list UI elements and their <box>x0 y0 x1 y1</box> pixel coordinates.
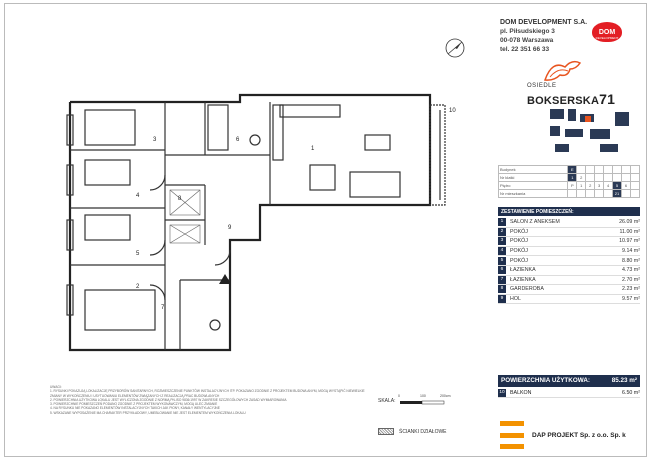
horse-logo-icon <box>540 55 590 85</box>
room-row: 9 HOL 9.57 m² <box>498 295 640 305</box>
room-label-10: 10 <box>449 108 456 114</box>
room-label-2: 2 <box>136 284 140 290</box>
room-row: 1 SALON Z ANEKSEM 26.09 m² <box>498 218 640 228</box>
developer-block <box>500 18 587 54</box>
disclaimer-notes: UWAGI: 1. RYSUNKI POKAZUJĄ LOKALIZACJĘ PRZYBORÓW SANITARNYCH, ROZMIESZCZENIE PUNKTÓW INSTALACYJNYCH ITP. POKAZANO ZGODNIE Z PROJEKTEM BUDOWLANYM, MOGĄ WYSTĄPIĆ NIEWIELKIE ZMIANY W WYKOŃCZENIU I USYTUOWANIU ELEMENTÓW ZWIĄZANYCH Z REALIZACJĄ PRAC BUDOWLANYCH 2. POWIERZCHNIA UŻYTKOWA LOKALU JEST WYLICZONA ZGODNIE Z NORMĄ PN-ISO 9836:1997 W ZAKRESIE SZCZEGÓŁOWYCH ZASAD WYMIAROWANIA 3. POWIERZCHNIE POMIESZCZEŃ PODANO ZGODNIE Z PROJEKTEM WYKONAWCZYM, MOGĄ ULEC ZMIANIE 4. NA RYSUNKU NIE POKAZANO ELEMENTÓW INSTALACYJNYCH TAKICH JAK PIONY, KANAŁY WENTYLACYJNE 5. WSKAZANE WYPOSAŻENIE MA CHARAKTER PRZYKŁADOWY, UMEBLOWANIE NIE JEST ELEMENTEM WYKOŃCZENIA LOKALU <box>50 385 365 415</box>
developer-street: pl. Piłsudskiego 3 <box>500 28 555 35</box>
scale-tick-200: 200cm <box>440 394 451 398</box>
floor-plan <box>30 80 480 380</box>
rooms-list <box>498 218 640 304</box>
room-row: 6 ŁAZIENKA 4.73 m² <box>498 266 640 276</box>
partition-walls-legend: ŚCIANKI DZIAŁOWE <box>378 428 447 435</box>
room-label-6: 6 <box>236 137 240 143</box>
room-row: 7 ŁAZIENKA 2.70 m² <box>498 276 640 286</box>
developer-phone: tel. 22 351 66 33 <box>500 46 550 53</box>
room-label-1: 1 <box>311 146 315 152</box>
project-brand: BOKSERSKA71 <box>527 91 616 107</box>
info-row-budynek: Budynek E <box>499 166 640 174</box>
usable-area-summary <box>498 375 640 387</box>
scale-bar <box>400 400 445 405</box>
architect-name: DAP PROJEKT Sp. z o.o. Sp. k <box>532 431 626 439</box>
compass-icon <box>444 37 466 59</box>
room-label-3: 3 <box>153 137 157 143</box>
room-label-5: 5 <box>136 251 140 257</box>
location-mini-map <box>530 104 640 159</box>
room-row: 3 POKÓJ 10.97 m² <box>498 237 640 247</box>
hatch-swatch <box>378 428 394 435</box>
room-label-4: 4 <box>136 193 140 199</box>
info-row-klatka: Nr klatki 1 2 <box>499 174 640 182</box>
scale-label: SKALA: <box>378 398 396 404</box>
developer-city: 00-078 Warszawa <box>500 37 554 44</box>
balcony-row: 10 BALKON 6.50 m² <box>499 390 640 396</box>
scale-tick-0: 0 <box>398 394 400 398</box>
architect-block <box>500 420 640 450</box>
dap-logo-icon <box>500 421 524 449</box>
room-label-7: 7 <box>161 305 165 311</box>
info-row-pietro: Piętro P 1 2 3 4 5 6 <box>499 182 640 190</box>
scale-tick-100: 100 <box>420 394 426 398</box>
room-label-8: 8 <box>178 196 182 202</box>
location-info-table <box>498 165 640 198</box>
room-row: 2 POKÓJ 11.00 m² <box>498 228 640 238</box>
info-row-mieszkanie: Nr mieszkania 21 <box>499 190 640 198</box>
room-row: 5 POKÓJ 8.80 m² <box>498 256 640 266</box>
developer-name: DOM DEVELOPMENT S.A. <box>500 19 588 26</box>
room-row: 4 POKÓJ 9.14 m² <box>498 247 640 257</box>
usable-area-label: POWIERZCHNIA UŻYTKOWA: <box>501 377 590 384</box>
dom-logo: DOM DEVELOPMENT <box>592 22 622 42</box>
room-row: 8 GARDEROBA 2.23 m² <box>498 285 640 295</box>
usable-area-value: 85.23 m² <box>611 377 637 384</box>
rooms-heading: ZESTAWIENIE POMIESZCZEŃ: <box>498 207 640 216</box>
project-osiedle: OSIEDLE <box>527 83 557 89</box>
room-label-9: 9 <box>228 225 232 231</box>
